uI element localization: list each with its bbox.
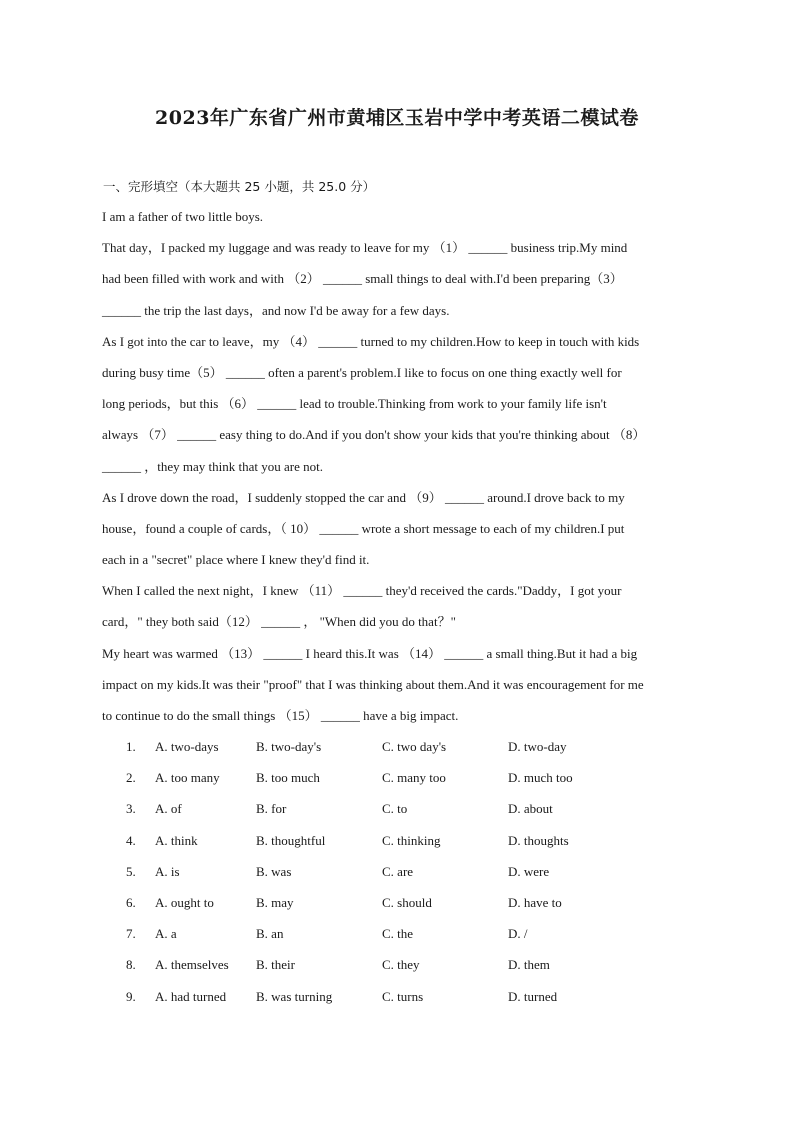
option-d: D. about [508,801,553,817]
option-a: A. of [155,801,182,817]
option-b: B. too much [256,770,320,786]
option-d: D. thoughts [508,832,569,848]
passage-line: When I called the next night，I knew （11） ______ they'd received the cards."Daddy，I got your [102,583,622,599]
option-b: B. an [256,926,284,942]
option-c: C. two day's [382,739,447,754]
option-d: D. turned [508,988,558,1004]
passage-line: during busy time（5） ______ often a parent's problem.I like to focus on one thing exactly well for [102,364,622,380]
option-d: D. were [508,863,550,879]
option-d: D. have to [508,894,562,910]
question-number: 2. [126,770,136,786]
option-a: A. think [155,832,198,848]
option-d: D. / [508,926,528,942]
passage-line: impact on my kids.It was their "proof" that I was thinking about them.And it was encouragement for me [102,676,644,692]
option-b: B. was [256,863,292,879]
option-d: D. them [508,957,550,973]
section-heading: 一、完形填空（本大题共 25 小题，共 25.0 分） [103,179,376,194]
option-c: C. to [382,801,408,817]
option-b: B. for [256,801,287,817]
question-row [126,887,726,918]
option-a: A. themselves [155,957,229,973]
question-number: 6. [126,894,136,910]
passage-line: card，" they both said（12） ______ ， "When did you do that？" [102,614,456,630]
passage-line: ______ ，they may think that you are not. [102,458,323,474]
passage-line: ______ the trip the last days，and now I'd be away for a few days. [102,302,450,318]
question-number: 5. [126,863,136,879]
option-c: C. they [382,957,420,973]
cloze-passage [102,201,702,731]
option-b: B. thoughtful [256,832,326,848]
passage-line: As I drove down the road，I suddenly stopped the car and （9） ______ around.I drove back to my [102,489,625,505]
option-c: C. thinking [382,832,441,848]
option-a: A. too many [155,770,220,786]
option-c: C. should [382,894,432,910]
passage-line: My heart was warmed （13） ______ I heard this.It was （14） ______ a small thing.But it had a big [102,645,638,661]
option-b: B. two-day's [256,739,322,754]
passage-line: That day，I packed my luggage and was ready to leave for my （1） ______ business trip.My mind [102,240,628,256]
question-number: 8. [126,957,136,973]
question-row [126,731,726,762]
option-b: B. their [256,957,295,973]
passage-line: long periods，but this （6） ______ lead to trouble.Thinking from work to your family life isn't [102,396,607,412]
option-c: C. many too [382,770,446,786]
question-row [126,981,726,1012]
passage-line: had been filled with work and with （2） ______ small things to deal with.I'd been preparing（3） [102,271,623,287]
answer-options [126,731,726,1012]
option-d: D. much too [508,770,573,786]
option-c: C. turns [382,988,424,1004]
option-b: B. may [256,894,294,910]
passage-line: house，found a couple of cards，（ 10） ______ wrote a short message to each of my children.I put [102,520,625,536]
option-a: A. ought to [155,894,214,910]
passage-line: to continue to do the small things （15） ______ have a big impact. [102,708,459,723]
question-number: 9. [126,988,136,1004]
question-number: 4. [126,832,136,848]
question-row [126,856,726,887]
option-c: C. are [382,863,414,879]
question-row [126,793,726,824]
passage-line: I am a father of two little boys. [102,209,264,224]
question-number: 1. [126,739,136,754]
passage-line: always （7） ______ easy thing to do.And if you don't show your kids that you're thinking about （8） [102,427,646,443]
question-row [126,918,726,949]
question-number: 3. [126,801,136,817]
option-b: B. was turning [256,988,333,1004]
option-a: A. had turned [155,988,227,1004]
question-row [126,825,726,856]
question-row [126,762,726,793]
question-row [126,949,726,980]
option-a: A. is [155,863,180,879]
passage-line: each in a "secret" place where I knew they'd find it. [102,552,370,568]
option-a: A. a [155,926,177,942]
option-a: A. two-days [155,739,219,754]
option-c: C. the [382,926,414,942]
option-d: D. two-day [508,739,567,754]
page-title: 2023年广东省广州市黄埔区玉岩中学中考英语二模试卷 [155,107,639,129]
passage-line: As I got into the car to leave，my （4） ______ turned to my children.How to keep in touch with kids [102,333,640,349]
question-number: 7. [126,926,136,942]
